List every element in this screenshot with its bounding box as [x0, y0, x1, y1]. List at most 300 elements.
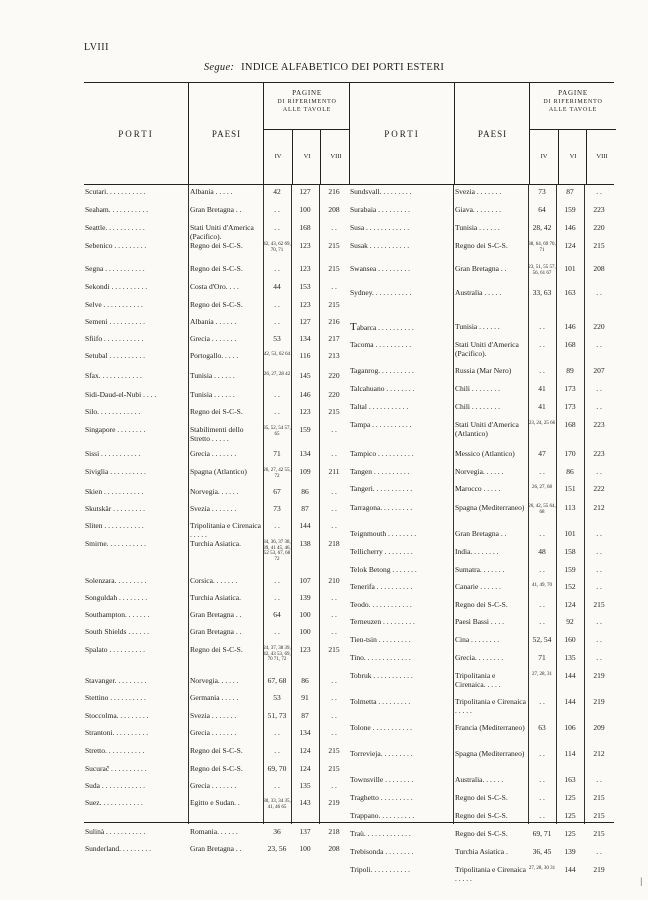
page-ref-vi: 124	[564, 241, 576, 250]
paese-name: Germania . . . . .	[190, 693, 239, 702]
porto-name: Sidi-Daud-el-Nubi . . . .	[85, 390, 157, 399]
page-ref-viii: . .	[331, 504, 337, 513]
header-col-vi: VI	[292, 129, 321, 184]
page-ref-vi: 163	[564, 775, 576, 784]
paese-name: Grecia . . . . . . .	[190, 334, 237, 343]
page-number: LVIII	[84, 42, 109, 53]
page-ref-iv: 42, 43, 62 69, 70, 71	[263, 242, 291, 253]
page-ref-vi: 87	[301, 504, 309, 513]
paese-name: Stati Uniti d'America (Atlantico)	[455, 420, 519, 438]
page-ref-viii: . .	[596, 467, 602, 476]
column-rule	[453, 185, 454, 824]
page-ref-vi: 125	[564, 811, 576, 820]
page-ref-viii: . .	[596, 653, 602, 662]
paese-name: Tripolitania e Cirenaica . . . . .	[455, 865, 526, 883]
page-ref-vi: 87	[301, 711, 309, 720]
porto-name: Telok Betong . . . . . . .	[350, 565, 417, 574]
paese-name: Turchia Asiatica .	[455, 847, 508, 856]
header-col-viii: VIII	[586, 129, 617, 184]
porto-name: Sebenico . . . . . . . . .	[85, 241, 147, 250]
paese-name: Tunisia . . . . . .	[455, 223, 500, 232]
page-ref-vi: 89	[566, 366, 574, 375]
page-ref-vi: 101	[564, 529, 576, 538]
porto-name: South Shields . . . . . .	[85, 627, 149, 636]
porto-name: Tellicherry . . . . . . . .	[350, 547, 413, 556]
header-paesi: PAESI	[454, 83, 530, 184]
page-ref-viii: . .	[596, 288, 602, 297]
porto-name: Siviglia . . . . . . . . . .	[85, 467, 146, 476]
page-ref-vi: 163	[564, 288, 576, 297]
page-ref-vi: 159	[564, 565, 576, 574]
page-ref-vi: 101	[564, 264, 576, 273]
porto-name	[350, 323, 452, 333]
porto-name: Singapore . . . . . . . .	[85, 425, 146, 434]
porto-name: Surabaia . . . . . . . . .	[350, 205, 410, 214]
page-ref-viii: 215	[593, 793, 605, 802]
paese-name: Grecia . . . . . . .	[190, 728, 237, 737]
page-ref-iv: 63	[538, 723, 546, 732]
page-ref-iv: . .	[274, 627, 280, 636]
page-ref-viii: 215	[328, 645, 340, 654]
page-ref-iv: 23, 51, 55 57, 56, 61 67	[528, 265, 556, 276]
page-ref-viii: . .	[596, 582, 602, 591]
pagine-line-1: PAGINE	[558, 89, 588, 97]
page-ref-viii: . .	[596, 340, 602, 349]
page-ref-iv: . .	[539, 775, 545, 784]
porto-name: Teignmouth . . . . . . . .	[350, 529, 417, 538]
porto-name: Tolone . . . . . . . . . . .	[350, 723, 412, 732]
column-rule	[188, 185, 189, 824]
page-ref-vi: 146	[564, 223, 576, 232]
porto-name: Semeni . . . . . . . . . .	[85, 317, 145, 326]
page-ref-viii: . .	[596, 187, 602, 196]
page-ref-vi: 135	[299, 781, 311, 790]
page-ref-vi: 159	[564, 205, 576, 214]
paese-name: Spagna (Mediterraneo)	[455, 503, 525, 512]
page-ref-viii: . .	[596, 617, 602, 626]
paese-name: Australia. . . . . .	[455, 775, 504, 784]
page-ref-vi: 127	[299, 317, 311, 326]
page-ref-iv: 34, 36, 37 38, 39, 41 45, 46, 52 53, 67, 68 72	[263, 540, 291, 562]
page-ref-iv: 30, 33, 34 35, 41, 46 65	[263, 799, 291, 810]
page-ref-vi: 152	[564, 582, 576, 591]
page-ref-iv: . .	[274, 390, 280, 399]
paese-name: Marocco . . . . .	[455, 484, 501, 493]
page-ref-iv: 33, 63	[532, 288, 552, 297]
page-ref-vi: 100	[299, 627, 311, 636]
paese-name: Regno dei S-C-S.	[455, 600, 508, 609]
table-header-left	[84, 82, 349, 185]
page-ref-viii: 223	[593, 205, 605, 214]
porto-name: Selve . . . . . . . . . . .	[85, 300, 143, 309]
page-ref-vi: 153	[299, 282, 311, 291]
porto-name: Tripoli. . . . . . . . . . .	[350, 865, 410, 874]
page-ref-vi: 159	[299, 425, 311, 434]
porto-name-rest: abarca . . . . . . . . . .	[356, 323, 414, 332]
page-ref-viii: 215	[593, 829, 605, 838]
paese-name: Gran Bretagna . .	[455, 264, 507, 273]
paese-name: Turchia Asiatica.	[190, 593, 241, 602]
page-ref-iv: . .	[274, 264, 280, 273]
page-ref-iv: 73	[538, 187, 546, 196]
page-ref-viii: . .	[331, 282, 337, 291]
page-ref-iv: 48	[538, 547, 546, 556]
page-ref-vi: 86	[301, 676, 309, 685]
page-ref-viii: 215	[593, 241, 605, 250]
header-porti: PORTI	[118, 128, 154, 139]
page-ref-iv: . .	[539, 366, 545, 375]
paese-name: Portogallo. . . . .	[190, 351, 239, 360]
page-ref-iv: 35, 52, 54 57, 65	[263, 426, 291, 437]
paese-name: Grecia . . . . . . .	[190, 449, 237, 458]
page-ref-viii: . .	[331, 781, 337, 790]
page-ref-viii: 209	[593, 723, 605, 732]
paese-name: Romania. . . . . .	[190, 827, 238, 836]
paese-name: Tripolitania e Cirenaica . . . . .	[455, 697, 526, 715]
paese-name: Francia (Mediterraneo)	[455, 723, 525, 732]
paese-name: Gran Bretagna . .	[190, 610, 242, 619]
porto-name: Tampa . . . . . . . . . . .	[350, 420, 412, 429]
page-ref-iv: . .	[539, 600, 545, 609]
paese-name: Spagna (Atlantico)	[190, 467, 247, 476]
pagine-line-1: PAGINE	[292, 89, 322, 97]
paese-name: Grecia . . . . . . .	[190, 781, 237, 790]
page-ref-vi: 123	[299, 300, 311, 309]
paese-name: Grecia. . . . . . . .	[455, 653, 504, 662]
page-ref-vi: 123	[299, 645, 311, 654]
paese-name: Chili . . . . . . . .	[455, 384, 501, 393]
paese-name: Costa d'Oro. . . .	[190, 282, 239, 291]
paese-name: Chili . . . . . . . .	[455, 402, 501, 411]
page-ref-viii: 222	[593, 484, 605, 493]
page-ref-viii: 215	[328, 300, 340, 309]
paese-name: Paesi Bassi . . . .	[455, 617, 504, 626]
header-segue: Segue:	[203, 62, 235, 73]
porto-name: Sundsvall. . . . . . . . .	[350, 187, 412, 196]
porto-name: Smirne. . . . . . . . . . .	[85, 539, 147, 548]
corner-mark: |	[640, 876, 642, 886]
page-ref-vi: 86	[301, 487, 309, 496]
porto-name: Torrevieja. . . . . . . . .	[350, 749, 413, 758]
page-ref-viii: 220	[593, 322, 605, 331]
paese-name: Egitto e Sudan. .	[190, 798, 240, 807]
porto-name: Talcahuano . . . . . . . .	[350, 384, 415, 393]
porto-name: Tolmetta . . . . . . . . .	[350, 697, 411, 706]
porto-name: Terneuzen . . . . . . . . .	[350, 617, 415, 626]
porto-name: Townsville . . . . . . . .	[350, 775, 414, 784]
paese-name: Tunisia . . . . . .	[190, 371, 235, 380]
page-ref-viii: . .	[331, 487, 337, 496]
page-ref-vi: 146	[299, 390, 311, 399]
page-ref-vi: 100	[299, 610, 311, 619]
porto-name: Strantoni. . . . . . . . . .	[85, 728, 149, 737]
page-ref-vi: 106	[564, 723, 576, 732]
page-ref-iv: 64	[273, 610, 281, 619]
page-ref-iv: . .	[539, 565, 545, 574]
page-ref-viii: 215	[593, 600, 605, 609]
porto-name: Sfiifo . . . . . . . . . . .	[85, 334, 144, 343]
page-ref-vi: 86	[566, 467, 574, 476]
page-ref-iv: . .	[539, 749, 545, 758]
page-header	[0, 62, 648, 73]
page-ref-iv: . .	[274, 728, 280, 737]
porto-name: Tacoma . . . . . . . . . .	[350, 340, 412, 349]
page-ref-iv: 67	[273, 487, 281, 496]
porto-name: Sfax. . . . . . . . . . . .	[85, 371, 142, 380]
paese-name: Albania . . . . .	[190, 187, 233, 196]
paese-name: Norvegia. . . . . .	[190, 676, 239, 685]
page-ref-iv: 73	[273, 504, 281, 513]
page-ref-vi: 144	[299, 521, 311, 530]
page-ref-iv: . .	[274, 205, 280, 214]
table-body-left	[84, 185, 349, 853]
porto-name: Teodo. . . . . . . . . . . .	[350, 600, 412, 609]
page-ref-iv: 41, 49, 70	[532, 583, 552, 588]
dropcap-letter: T	[350, 321, 357, 333]
page-ref-viii: . .	[331, 728, 337, 737]
page-ref-iv: 36, 45	[532, 847, 552, 856]
paese-name: Svezia . . . . . . .	[190, 711, 237, 720]
header-porti: PORTI	[384, 128, 420, 139]
pagine-line-3: ALLE TAVOLE	[282, 107, 332, 113]
porto-name: Tien-tsin . . . . . . . . .	[350, 635, 411, 644]
table-bottom-rule	[84, 822, 614, 823]
porto-name: Skien . . . . . . . . . . .	[85, 487, 144, 496]
page-ref-iv: . .	[539, 340, 545, 349]
page-ref-vi: 107	[299, 576, 311, 585]
page-ref-iv: 69, 71	[532, 829, 552, 838]
page-ref-viii: 220	[328, 371, 340, 380]
page-ref-iv: . .	[274, 521, 280, 530]
page-ref-iv: 38, 64, 69 70, 71	[528, 242, 556, 253]
page-ref-vi: 100	[299, 844, 311, 853]
paese-name: Giava. . . . . . . .	[455, 205, 502, 214]
paese-name: Stabilimenti dello Stretto . . . . .	[190, 425, 244, 443]
page-ref-viii: . .	[331, 425, 337, 434]
paese-name: Canarie . . . . . .	[455, 582, 501, 591]
page-ref-vi: 151	[564, 484, 576, 493]
page-ref-vi: 123	[299, 264, 311, 273]
page-ref-viii: 218	[328, 827, 340, 836]
page-ref-iv: 23, 24, 25 66	[528, 421, 556, 426]
page-ref-iv: . .	[539, 811, 545, 820]
page-ref-vi: 91	[301, 693, 309, 702]
page-ref-viii: . .	[596, 635, 602, 644]
porto-name: Southampton. . . . . . .	[85, 610, 150, 619]
page-ref-iv: 69, 70	[267, 764, 287, 773]
porto-name: Solenzara. . . . . . . . .	[85, 576, 147, 585]
page-ref-viii: . .	[596, 547, 602, 556]
header-pagine	[529, 83, 616, 184]
paese-name: Norvegia. . . . . .	[190, 487, 239, 496]
paese-name: Russia (Mar Nero)	[455, 366, 512, 375]
page-ref-vi: 125	[564, 793, 576, 802]
paese-name: Svezia . . . . . . .	[190, 504, 237, 513]
paese-name: Tripolitania e Cirenaica. . . . .	[455, 671, 501, 689]
paese-name: Regno dei S-C-S.	[190, 407, 243, 416]
header-title: INDICE ALFABETICO DEI PORTI ESTERI	[241, 62, 445, 73]
page-ref-viii: . .	[596, 384, 602, 393]
porto-name: Traù. . . . . . . . . . . . .	[350, 829, 411, 838]
porto-name: Tangeri. . . . . . . . . . .	[350, 484, 413, 493]
page-ref-iv: . .	[539, 617, 545, 626]
porto-name: Tino. . . . . . . . . . . . .	[350, 653, 411, 662]
porto-name: Tarragona. . . . . . . . .	[350, 503, 413, 512]
porto-name: Stoccolma. . . . . . . . .	[85, 711, 149, 720]
page-ref-vi: 168	[564, 340, 576, 349]
porto-name: Stavanger. . . . . . . . .	[85, 676, 147, 685]
page-ref-iv: 47	[538, 449, 546, 458]
page-ref-vi: 116	[299, 351, 311, 360]
page-ref-iv: 27, 28, 31	[532, 672, 552, 677]
page-ref-viii: 215	[328, 746, 340, 755]
page-ref-vi: 144	[564, 671, 576, 680]
page-ref-vi: 143	[299, 798, 311, 807]
page-ref-iv: 26, 27, 28 42	[263, 372, 291, 377]
page-ref-iv: . .	[274, 593, 280, 602]
paese-name: Regno dei S-C-S.	[455, 793, 508, 802]
page-ref-vi: 109	[299, 467, 311, 476]
page-ref-iv: 51, 73	[267, 711, 287, 720]
page-ref-viii: . .	[331, 449, 337, 458]
paese-name: Gran Bretagna . .	[190, 627, 242, 636]
page-ref-viii: . .	[331, 676, 337, 685]
page-ref-viii: 212	[593, 503, 605, 512]
porto-name: Silo. . . . . . . . . . . .	[85, 407, 141, 416]
page-ref-vi: 124	[564, 600, 576, 609]
porto-name: Suda . . . . . . . . . . . .	[85, 781, 145, 790]
porto-name: Scutari. . . . . . . . . . .	[85, 187, 146, 196]
paese-name: Regno dei S-C-S.	[190, 241, 243, 250]
page-ref-iv: 23, 56	[267, 844, 287, 853]
paese-name: Regno dei S-C-S.	[190, 764, 243, 773]
porto-name: Stretto. . . . . . . . . . .	[85, 746, 145, 755]
paese-name: Spagna (Mediterraneo)	[455, 749, 525, 758]
page-ref-iv: 42, 53, 62 64	[263, 352, 291, 357]
page-ref-iv: 53	[273, 334, 281, 343]
paese-name: India. . . . . . . .	[455, 547, 499, 556]
page-ref-viii: 216	[328, 317, 340, 326]
page-ref-viii: 218	[328, 539, 340, 548]
porto-name: Sulinà . . . . . . . . . . .	[85, 827, 146, 836]
paese-name: Stati Uniti d'America (Pacifico).	[455, 340, 519, 358]
porto-name: Susa . . . . . . . . . . . .	[350, 223, 410, 232]
porto-name: Sydney. . . . . . . . . . .	[350, 288, 412, 297]
paese-name: Regno dei S-C-S.	[190, 746, 243, 755]
page-ref-iv: 41	[538, 384, 546, 393]
porto-name: Taganrog. . . . . . . . . .	[350, 366, 414, 375]
table-body-right	[349, 185, 614, 883]
page-ref-iv: 53	[273, 693, 281, 702]
page-ref-iv: 24, 37, 38 39, 42, 43 53, 69, 70 71, 72	[263, 646, 291, 663]
page-ref-viii: . .	[331, 610, 337, 619]
page-ref-viii: 223	[593, 420, 605, 429]
page-ref-vi: 158	[564, 547, 576, 556]
page-ref-vi: 114	[564, 749, 576, 758]
page-ref-viii: 212	[593, 749, 605, 758]
paese-name: Regno dei S-C-S.	[455, 241, 508, 250]
page-ref-viii: 213	[328, 351, 340, 360]
page-ref-iv: . .	[274, 223, 280, 232]
page-ref-vi: 173	[564, 384, 576, 393]
paese-name: Tripolitania e Cirenaica . . . . .	[190, 521, 261, 539]
page-ref-viii: . .	[596, 402, 602, 411]
paese-name: Tunisia . . . . . .	[190, 390, 235, 399]
page-ref-viii: 215	[328, 764, 340, 773]
page-ref-vi: 139	[564, 847, 576, 856]
page-ref-iv: . .	[274, 576, 280, 585]
porto-name: Trebisonda . . . . . . . .	[350, 847, 414, 856]
page-ref-viii: . .	[331, 693, 337, 702]
pagine-line-2: DI RIFERIMENTO	[543, 98, 603, 105]
left-half	[84, 82, 349, 853]
page-ref-iv: . .	[539, 697, 545, 706]
page-ref-iv: 26, 27, 68	[532, 485, 552, 490]
paese-name: Gran Bretagna . .	[455, 529, 507, 538]
header-pagine	[263, 83, 350, 184]
porto-name: Sliten . . . . . . . . . . .	[85, 521, 144, 530]
porto-name: Susak . . . . . . . . . . .	[350, 241, 410, 250]
paese-name: Regno dei S-C-S.	[190, 645, 243, 654]
page-ref-vi: 134	[299, 449, 311, 458]
header-col-vi: VI	[558, 129, 587, 184]
porto-name: Swansea . . . . . . . . .	[350, 264, 410, 273]
paese-name: Regno dei S-C-S.	[455, 811, 508, 820]
index-table	[84, 82, 614, 883]
porto-name: Suez. . . . . . . . . . . .	[85, 798, 143, 807]
porto-name: Skutskär . . . . . . . . .	[85, 504, 145, 513]
page-ref-iv: 26, 42, 55 64, 68	[528, 504, 556, 515]
page-ref-iv: 42	[273, 187, 281, 196]
page-ref-viii: 215	[593, 811, 605, 820]
porto-name: Segna . . . . . . . . . . .	[85, 264, 145, 273]
page-ref-iv: 26, 27, 42 55, 72	[263, 468, 291, 479]
page-ref-vi: 146	[564, 322, 576, 331]
page-ref-viii: . .	[596, 565, 602, 574]
page-ref-iv: . .	[274, 407, 280, 416]
page-ref-viii: 207	[593, 366, 605, 375]
page-ref-vi: 168	[564, 420, 576, 429]
page-ref-viii: 208	[328, 205, 340, 214]
page-ref-vi: 144	[564, 697, 576, 706]
page-ref-vi: 134	[299, 334, 311, 343]
page-ref-viii: . .	[596, 775, 602, 784]
page-ref-iv: 36	[273, 827, 281, 836]
porto-name: Sissi . . . . . . . . . . .	[85, 449, 141, 458]
porto-name: Sekondi . . . . . . . . . .	[85, 282, 148, 291]
page-ref-iv: . .	[539, 467, 545, 476]
page-ref-vi: 144	[564, 865, 576, 874]
page-ref-viii: . .	[596, 847, 602, 856]
page-ref-viii: . .	[331, 627, 337, 636]
paese-name: Turchia Asiatica.	[190, 539, 241, 548]
paese-name: Regno dei S-C-S.	[190, 300, 243, 309]
page-ref-vi: 138	[299, 539, 311, 548]
page-ref-viii: 210	[328, 576, 340, 585]
page-ref-vi: 139	[299, 593, 311, 602]
paese-name: Svezia . . . . . . .	[455, 187, 502, 196]
page-ref-viii: 211	[328, 467, 340, 476]
paese-name: Australia . . . . .	[455, 288, 502, 297]
table-header-right	[349, 82, 614, 185]
header-paesi: PAESI	[188, 83, 264, 184]
page-ref-iv: . .	[274, 300, 280, 309]
porto-name: Songuldah . . . . . . . .	[85, 593, 148, 602]
page-ref-viii: 217	[328, 334, 340, 343]
porto-name: Seattle. . . . . . . . . . .	[85, 223, 145, 232]
page-ref-iv: 44	[273, 282, 281, 291]
page-ref-viii: 219	[593, 697, 605, 706]
